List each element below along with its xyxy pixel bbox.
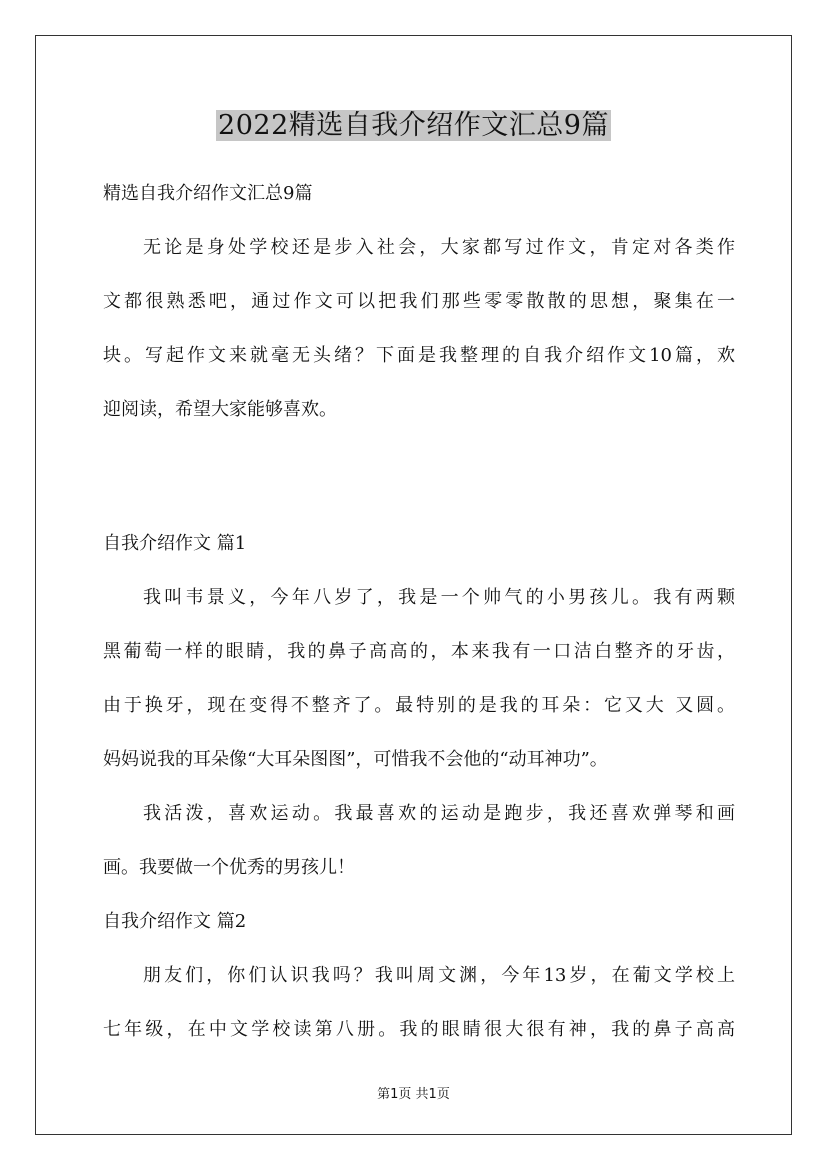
intro-paragraph [103, 228, 735, 430]
section-paragraph [103, 578, 735, 780]
section-paragraph [103, 956, 735, 1050]
paragraph-line: 文都很熟悉吧，通过作文可以把我们那些零零散散的思想，聚集在一 [103, 291, 735, 312]
section-heading: 自我介绍作文 篇2 [103, 911, 247, 932]
section-1 [103, 524, 735, 888]
paragraph-line: 块。写起作文来就毫无头绪？下面是我整理的自我介绍作文10篇，欢 [103, 345, 735, 366]
document-title [0, 104, 827, 146]
paragraph-line: 黑葡萄一样的眼睛，我的鼻子高高的，本来我有一口洁白整齐的牙齿， [103, 641, 735, 662]
paragraph-line: 朋友们，你们认识我吗？我叫周文渊，今年13岁，在葡文学校上 [143, 965, 735, 986]
paragraph-line: 无论是身处学校还是步入社会，大家都写过作文，肯定对各类作 [143, 237, 735, 258]
section-heading: 自我介绍作文 篇1 [103, 533, 247, 554]
section-2 [103, 902, 735, 1050]
paragraph-line: 妈妈说我的耳朵像“大耳朵图图”，可惜我不会他的“动耳神功”。 [103, 749, 608, 770]
document-subtitle: 精选自我介绍作文汇总9篇 [103, 183, 313, 204]
paragraph-line: 迎阅读，希望大家能够喜欢。 [103, 399, 337, 420]
paragraph-line: 我叫韦景义，今年八岁了，我是一个帅气的小男孩儿。我有两颗 [143, 587, 735, 608]
document-title-text: 2022精选自我介绍作文汇总9篇 [218, 110, 609, 141]
paragraph-line: 我活泼，喜欢运动。我最喜欢的运动是跑步，我还喜欢弹琴和画 [143, 803, 735, 824]
paragraph-line: 由于换牙，现在变得不整齐了。最特别的是我的耳朵：它又大 又圆。 [103, 695, 735, 716]
paragraph-line: 七年级，在中文学校读第八册。我的眼睛很大很有神，我的鼻子高高 [103, 1019, 735, 1040]
paragraph-line: 画。我要做一个优秀的男孩儿！ [103, 857, 355, 878]
document-body [103, 174, 735, 1050]
page-number-footer: 第1页 共1页 [377, 1087, 450, 1102]
section-paragraph [103, 794, 735, 888]
